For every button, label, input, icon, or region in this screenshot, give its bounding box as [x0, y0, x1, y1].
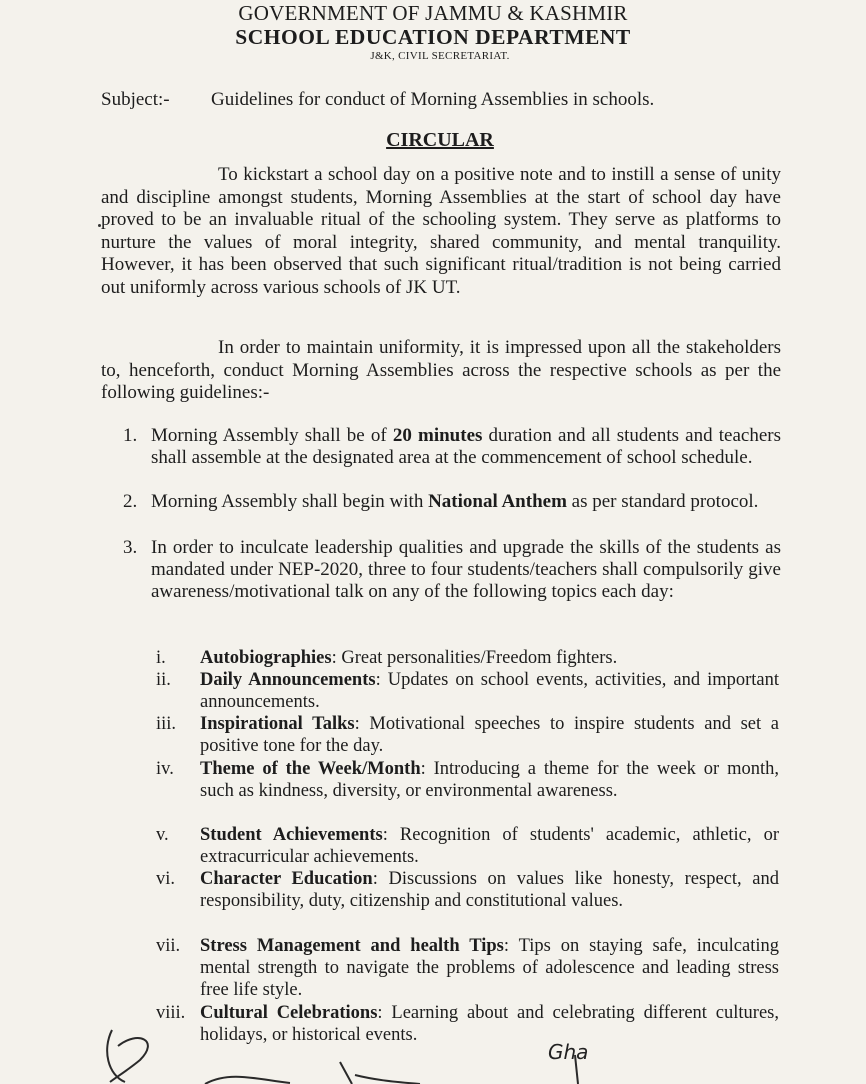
header-secretariat: J&K, CIVIL SECRETARIAT. — [370, 50, 510, 62]
header-department: SCHOOL EDUCATION DEPARTMENT — [235, 25, 631, 49]
topic-number: i. — [156, 648, 166, 668]
topic-number: vi. — [156, 869, 176, 889]
guideline-number: 3. — [123, 537, 138, 558]
subject-text: Guidelines for conduct of Morning Assemblies in schools. — [211, 89, 655, 110]
topic-text: Stress Management and health Tips: Tips on staying safe, inculcating mental strength to navigate the problems of adolescence and leading stress free life style. — [200, 936, 779, 1000]
topic-text: Cultural Celebrations: Learning about and celebrating different cultures, holidays, or historical events. — [200, 1003, 779, 1045]
topic-number: vii. — [156, 936, 181, 956]
subject-label: Subject:- — [101, 89, 170, 110]
guideline-text: Morning Assembly shall be of 20 minutes duration and all students and teachers shall assemble at the designated area at the commencement of school schedule. — [151, 425, 781, 468]
topic-text: Theme of the Week/Month: Introducing a theme for the week or month, such as kindness, diversity, or environmental awareness. — [200, 759, 779, 801]
guideline-text: In order to inculcate leadership qualities and upgrade the skills of the students as mandated under NEP-2020, three to four students/teachers shall compulsorily give awareness/motivational talk on any of the following topics each day: — [151, 537, 781, 602]
header-government: GOVERNMENT OF JAMMU & KASHMIR — [238, 1, 628, 25]
uniformity-paragraph: In order to maintain uniformity, it is impressed upon all the stakeholders to, henceforth, conduct Morning Assemblies across the respective schools as per the following guidelines:- — [101, 337, 781, 404]
topic-text: Autobiographies: Great personalities/Freedom fighters. — [200, 648, 618, 668]
guideline-number: 2. — [123, 491, 138, 512]
topic-number: iv. — [156, 759, 174, 779]
topic-text: Character Education: Discussions on values like honesty, respect, and responsibility, duty, citizenship and constitutional values. — [200, 869, 779, 911]
topic-text: Daily Announcements: Updates on school events, activities, and important announcements. — [200, 670, 780, 712]
topic-number: v. — [156, 825, 169, 845]
topic-number: viii. — [156, 1003, 186, 1023]
topic-text: Student Achievements: Recognition of students' academic, athletic, or extracurricular achievements. — [200, 825, 779, 867]
left-signature-stroke — [107, 1030, 148, 1082]
guideline-number: 1. — [123, 425, 138, 446]
topic-number: iii. — [156, 714, 177, 734]
circular-heading: CIRCULAR — [386, 129, 494, 151]
topic-number: ii. — [156, 670, 171, 690]
guideline-text: Morning Assembly shall begin with National Anthem as per standard protocol. — [151, 491, 759, 512]
signature-initials: Gha — [548, 1040, 589, 1064]
intro-paragraph: To kickstart a school day on a positive note and to instill a sense of unity and discipline amongst students, Morning Assemblies at the start of school day have proved to be an invaluable ritual of the schooling system. They serve as platforms to nurture the values of moral integrity, shared community, and mental tranquility. However, it has been observed that such significant ritual/tradition is not being carried out uniformly across various schools of JK UT. — [101, 164, 781, 298]
topic-text: Inspirational Talks: Motivational speeches to inspire students and set a positive tone for the day. — [200, 714, 779, 756]
bottom-signature-stroke — [205, 1062, 420, 1084]
